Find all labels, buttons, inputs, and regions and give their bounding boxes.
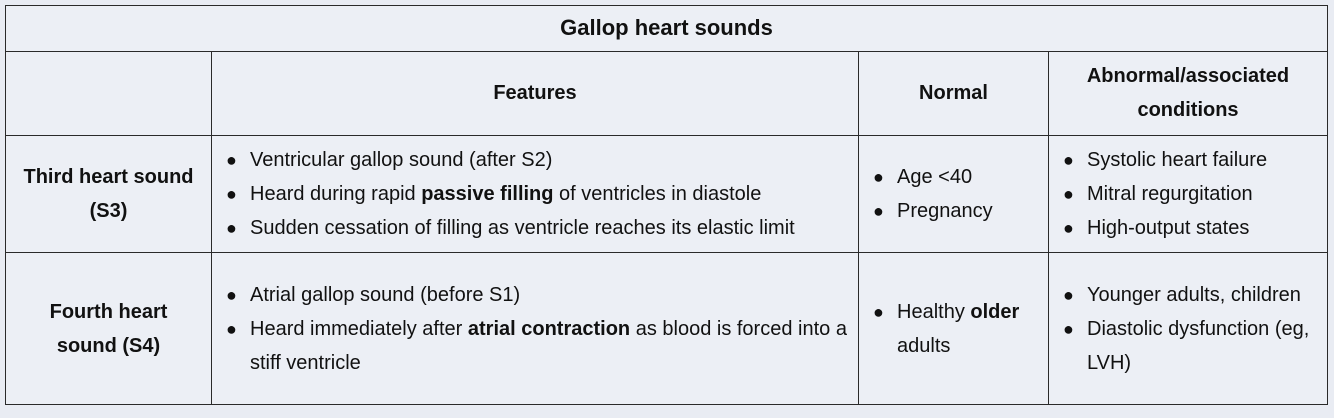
table-title: Gallop heart sounds <box>6 6 1328 52</box>
bullet-icon: ● <box>873 301 884 322</box>
features-list <box>222 143 848 245</box>
bullet-icon: ● <box>1063 284 1074 305</box>
row-label-s4 <box>6 253 212 405</box>
title-row <box>6 6 1328 52</box>
row-label-line1: Third heart sound <box>23 165 194 188</box>
list-item: ● Atrial gallop sound (before S1) <box>222 278 848 312</box>
empty-header-cell <box>6 51 212 135</box>
bullet-icon: ● <box>1063 217 1074 238</box>
list-item: ● High-output states <box>1059 211 1317 245</box>
abnormal-cell <box>1049 135 1328 252</box>
bullet-icon: ● <box>1063 183 1074 204</box>
normal-cell <box>859 253 1049 405</box>
bullet-icon: ● <box>873 166 884 187</box>
table-row <box>6 135 1328 252</box>
list-item: ● Systolic heart failure <box>1059 143 1317 177</box>
abnormal-header-line2: conditions <box>1137 99 1239 122</box>
normal-header: Normal <box>859 51 1049 135</box>
table-container <box>5 5 1327 405</box>
list-item: ● Younger adults, children <box>1059 278 1317 312</box>
bullet-icon: ● <box>873 200 884 221</box>
bullet-icon: ● <box>226 149 237 170</box>
gallop-heart-sounds-table <box>5 5 1328 405</box>
abnormal-cell <box>1049 253 1328 405</box>
abnormal-header <box>1049 51 1328 135</box>
list-item: ● Pregnancy <box>869 194 1038 228</box>
bullet-icon: ● <box>1063 318 1074 339</box>
bullet-icon: ● <box>226 318 237 339</box>
bullet-icon: ● <box>1063 149 1074 170</box>
bullet-icon: ● <box>226 217 237 238</box>
normal-cell <box>859 135 1049 252</box>
row-label-line2: sound (S4) <box>56 334 161 357</box>
list-item: ● Heard immediately after atrial contraction as blood is forced into a stiff ventricle <box>222 312 848 380</box>
row-label-s3 <box>6 135 212 252</box>
list-item: ● Mitral regurgitation <box>1059 177 1317 211</box>
list-item: ● Diastolic dysfunction (eg, LVH) <box>1059 312 1317 380</box>
bullet-icon: ● <box>226 284 237 305</box>
normal-list <box>869 295 1038 363</box>
list-item: ● Heard during rapid passive filling of ventricles in diastole <box>222 177 848 211</box>
features-header: Features <box>212 51 859 135</box>
table-row <box>6 253 1328 405</box>
abnormal-list <box>1059 143 1317 245</box>
bullet-icon: ● <box>226 183 237 204</box>
normal-list <box>869 160 1038 228</box>
row-label-line2: (S3) <box>89 199 128 222</box>
features-list <box>222 278 848 380</box>
header-row <box>6 51 1328 135</box>
row-label-line1: Fourth heart <box>49 300 168 323</box>
list-item: ● Ventricular gallop sound (after S2) <box>222 143 848 177</box>
features-cell <box>212 253 859 405</box>
abnormal-header-line1: Abnormal/associated <box>1086 65 1290 88</box>
list-item: ● Healthy older adults <box>869 295 1038 363</box>
list-item: ● Age <40 <box>869 160 1038 194</box>
features-cell <box>212 135 859 252</box>
list-item: ● Sudden cessation of filling as ventricle reaches its elastic limit <box>222 211 848 245</box>
abnormal-list <box>1059 278 1317 380</box>
